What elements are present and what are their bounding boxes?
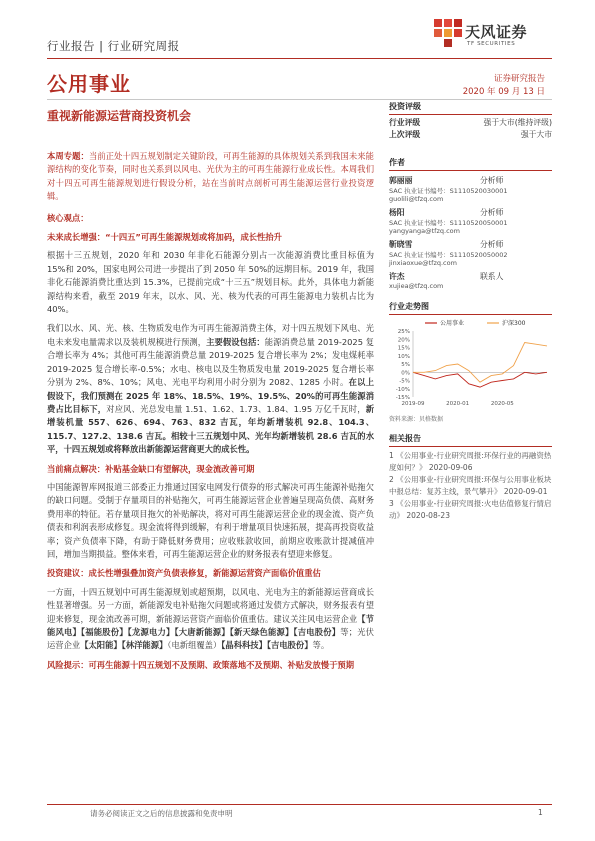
author-title: 联系人 <box>480 272 504 281</box>
author-license: SAC 执业证书编号：S1110520050002 <box>389 251 508 259</box>
author-entry <box>389 175 552 207</box>
investment-paragraph: 一方面，十四五规划中可再生能源规划或超预期，以风电、光电为主的新能源运营商成长性显著增强。另一方面，新能源发电补贴拖欠问题或将通过发债方式解决，财务报表有望迎来修复，现金流改善可期，新能源运营资产面临价值重估。建议关注风电运营企业【节能风电】【福能股份】【龙源电力】【大唐新能源】【新天绿色能源】【吉电股份】等；光伏运营企业【太阳能】【林洋能源】（电新组覆盖）【晶科科技】【吉电股份】等。 <box>47 586 374 651</box>
tf-securities-logo <box>433 18 553 54</box>
y-tick-label: 15% <box>397 345 410 352</box>
author-list <box>389 175 552 295</box>
related-report-date: 2020-09-06 <box>426 463 473 472</box>
logo-english: TF SECURITIES <box>467 41 516 47</box>
x-tick-label: 2020-05 <box>490 401 514 407</box>
logo-text: 天风证券 <box>465 23 528 41</box>
disclaimer: 请务必阅读正文之后的信息披露和免责申明 <box>90 809 233 818</box>
author-entry <box>389 207 552 239</box>
y-tick-label: 10% <box>397 353 410 360</box>
author-name: 靳晓雪 <box>389 240 413 249</box>
author-name: 许杰 <box>389 272 405 281</box>
industry-rating-row: 行业评级 强于大市(维持评级) <box>389 118 552 127</box>
y-tick-label: -5% <box>399 378 410 385</box>
rating-heading: 投资评级 <box>389 102 421 111</box>
main-body <box>47 150 374 677</box>
x-tick-label: 2019-09 <box>401 401 425 407</box>
subsidy-paragraph: 中国能源智库网报道三部委正力推通过国家电网发行债券的形式解决可再生能源补贴拖欠的缺口问题。受制于存量项目的补贴拖欠，可再生能源运营企业普遍呈现高负债、高财务费用率的特征。若存量项目拖欠的补贴解决，将对可再生能源运营企业的现金流、资产负债表和利润表形成修复。现金流将得到缓解，有利于增量项目快速拓展，提高再投资收益率；资产负债率下降，有助于降低财务费用；应收账款收回，前期应收账款计提减值冲回，增加当期损益。整体来看，可再生能源运营企业的财务报表有望迎来修复。 <box>47 481 374 559</box>
tf-logo-icon <box>433 18 463 50</box>
core-view-heading: 核心观点： <box>47 212 89 223</box>
author-license: SAC 执业证书编号：S1110520030001 <box>389 187 508 195</box>
trend-divider <box>389 314 552 315</box>
report-category: 行业报告 | 行业研究周报 <box>47 39 180 53</box>
authors-divider <box>389 170 552 171</box>
y-tick-label: 0% <box>401 370 410 377</box>
related-report-link[interactable] <box>389 498 552 522</box>
author-name: 郭丽丽 <box>389 176 413 185</box>
author-email: guolili@tfzq.com <box>389 195 444 203</box>
related-report-title: 3 《公用事业-行业研究周报:火电估值修复行情启动》 <box>389 499 552 520</box>
header-divider <box>47 58 552 59</box>
footer-divider <box>47 804 552 805</box>
growth-paragraph-1: 根据十三五规划，2020 年和 2030 年非化石能源分别占一次能源消费比重目标值为 15%和 20%，国家电网公司进一步提出了到 2050 年 50%的远期目标。2019 年，我国非化石能源消费比重达到 15.3%，已提前完成“十三五”规划目标。此外，具体电力新能源结构来看，截至 2019 年末，以水、风、光、核为代表的可再生能源电力装机占比为 40%。 <box>47 250 374 315</box>
author-name: 杨阳 <box>389 208 405 217</box>
y-tick-label: 25% <box>397 329 410 335</box>
y-tick-label: 20% <box>397 337 410 344</box>
author-email: xujiea@tfzq.com <box>389 282 444 290</box>
related-heading: 相关报告 <box>389 434 421 443</box>
author-title: 分析师 <box>480 208 504 217</box>
report-date: 2020 年 09 月 13 日 <box>462 87 545 97</box>
page-number: 1 <box>538 808 543 817</box>
y-tick-label: -10% <box>395 386 410 393</box>
growth-paragraph-2: 我们以水、风、光、核、生物质发电作为可再生能源消费主体，对十四五规划下风电、光电未来发电量需求以及装机规模进行预测，主要假设包括：能源消费总量 2019-2025 复合增长率为 4%；其他可再生能源消费总量 2019-2025 复合增长率为 2%；发电煤耗率 2019-2025 复合增长率-0.5%；水电、核电以及生物质发电量 2019-2025 复合增长率分别为 2%、8%、10%；风电、光电平均利用小时分别为 2082、1285 小时。在以上假设下，我们预测在 2025 年 18%、18.5%、19%、19.5%、20%的可再生能源消费占比目标下，对应风、光总发电量 1.51、1.62、1.73、1.84、1.95 万亿千瓦时，新增装机量 557、626、694、763、832 吉瓦，年均新增装机 92.8、104.3、115.7、127.2、138.6 吉瓦。相较十三五规划中风、光年均新增装机 28.6 吉瓦的水平，十四五规划或将释放出新能源运营商更大的成长性。 <box>47 323 374 455</box>
y-tick-label: -15% <box>395 395 410 401</box>
author-entry <box>389 271 552 295</box>
section-heading-subsidy: 当前痛点解决：补贴基金缺口有望解决，现金流改善可期 <box>47 463 255 474</box>
x-tick-label: 2020-01 <box>446 401 470 407</box>
legend-label: 公用事业 <box>440 320 465 327</box>
chart-source: 资料来源：贝格数据 <box>389 416 444 423</box>
page-title: 公用事业 <box>47 72 131 96</box>
author-entry <box>389 239 552 271</box>
related-list <box>389 450 552 522</box>
weekly-topic-paragraph: 本周专题：当前正处十四五规划制定关键阶段，可再生能源的具体规划关系到我国未来能源结构的变化节奏，同时也关系到以风电、光伏为主的可再生能源行业成长性。本周我们对十四五可再生能源规划进行假设分析，站在当前时点剖析可再生能源运营行业投资逻辑。 <box>47 151 374 202</box>
related-report-date: 2020-08-23 <box>404 511 450 520</box>
author-title: 分析师 <box>480 240 504 249</box>
section-heading-risk: 风险提示：可再生能源十四五规划不及预期、政策落地不及预期、补贴发放慢于预期 <box>47 659 354 670</box>
related-report-date: 2020-09-01 <box>501 487 548 496</box>
author-email: yangyanga@tfzq.com <box>389 227 460 235</box>
trend-heading: 行业走势图 <box>389 302 429 311</box>
legend-label: 沪深300 <box>502 320 526 327</box>
section-heading-growth: 未来成长增强：“十四五”可再生能源规划或将加码，成长性抬升 <box>47 232 282 243</box>
related-report-title: 2 《公用事业-行业研究周报:环保与公用事业板块中报总结：复苏主线，景气攀升》 <box>389 475 552 496</box>
report-subtitle: 重视新能源运营商投资机会 <box>47 109 192 123</box>
related-divider <box>389 446 552 447</box>
section-heading-investment: 投资建议：成长性增强叠加资产负债表修复，新能源运营资产面临价值重估 <box>47 568 321 579</box>
related-report-link[interactable] <box>389 450 552 474</box>
author-title: 分析师 <box>480 176 504 185</box>
sidebar <box>389 99 552 522</box>
authors-heading: 作者 <box>389 158 405 167</box>
report-type: 证券研究报告 <box>493 74 545 84</box>
series-line-utilities <box>413 372 547 387</box>
y-tick-label: 5% <box>401 362 410 368</box>
author-email: jinxiaoxue@tfzq.com <box>389 259 457 267</box>
series-line-csi300 <box>413 343 547 383</box>
author-license: SAC 执业证书编号：S1110520050001 <box>389 219 508 227</box>
industry-trend-chart <box>389 317 552 412</box>
related-report-link[interactable] <box>389 474 552 498</box>
rating-divider <box>389 114 552 115</box>
previous-rating-row: 上次评级 强于大市 <box>389 130 552 139</box>
related-report-title: 1 《公用事业-行业研究周报:环保行业的再融资热度如何？》 <box>389 451 552 472</box>
